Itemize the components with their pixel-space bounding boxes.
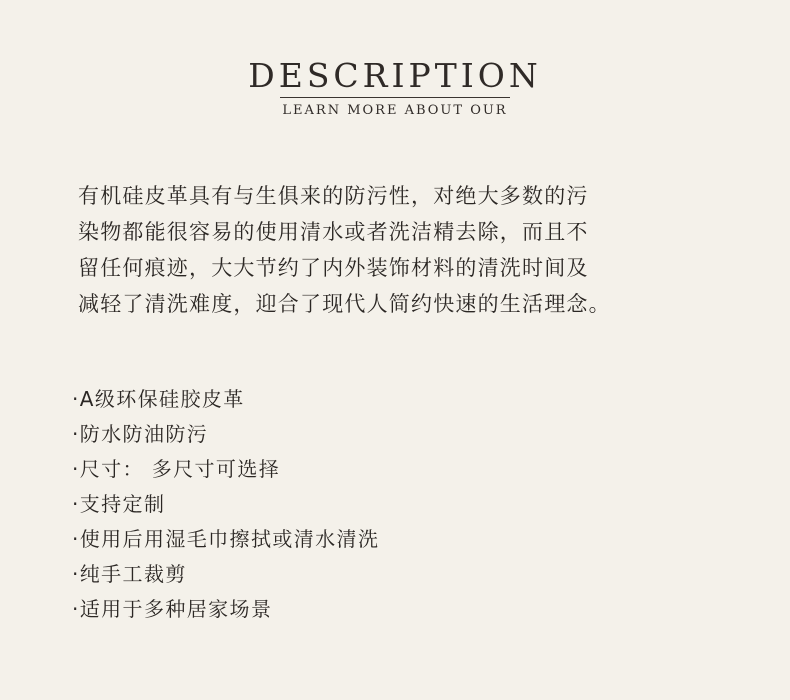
section-title: DESCRIPTION bbox=[248, 56, 542, 95]
description-line: 有机硅皮革具有与生俱来的防污性，对绝大多数的污 bbox=[78, 184, 589, 208]
feature-item: ·纯手工裁剪 bbox=[72, 562, 187, 586]
feature-item: ·支持定制 bbox=[72, 492, 166, 516]
section-header bbox=[0, 56, 790, 121]
feature-item: ·A级环保硅胶皮革 bbox=[72, 387, 245, 411]
section-subtitle: LEARN MORE ABOUT OUR bbox=[282, 103, 508, 118]
feature-item: ·适用于多种居家场景 bbox=[72, 597, 273, 621]
feature-item: ·使用后用湿毛巾擦拭或清水清洗 bbox=[72, 527, 380, 551]
description-line: 留任何痕迹，大大节约了内外装饰材料的清洗时间及 bbox=[78, 256, 589, 280]
title-divider bbox=[280, 97, 510, 98]
description-line: 染物都能很容易的使用清水或者洗洁精去除，而且不 bbox=[78, 220, 589, 244]
feature-item: ·尺寸： 多尺寸可选择 bbox=[72, 457, 281, 481]
feature-list bbox=[72, 382, 379, 627]
description-paragraph bbox=[78, 178, 733, 322]
description-line: 减轻了清洗难度，迎合了现代人简约快速的生活理念。 bbox=[78, 292, 611, 316]
feature-item: ·防水防油防污 bbox=[72, 422, 209, 446]
